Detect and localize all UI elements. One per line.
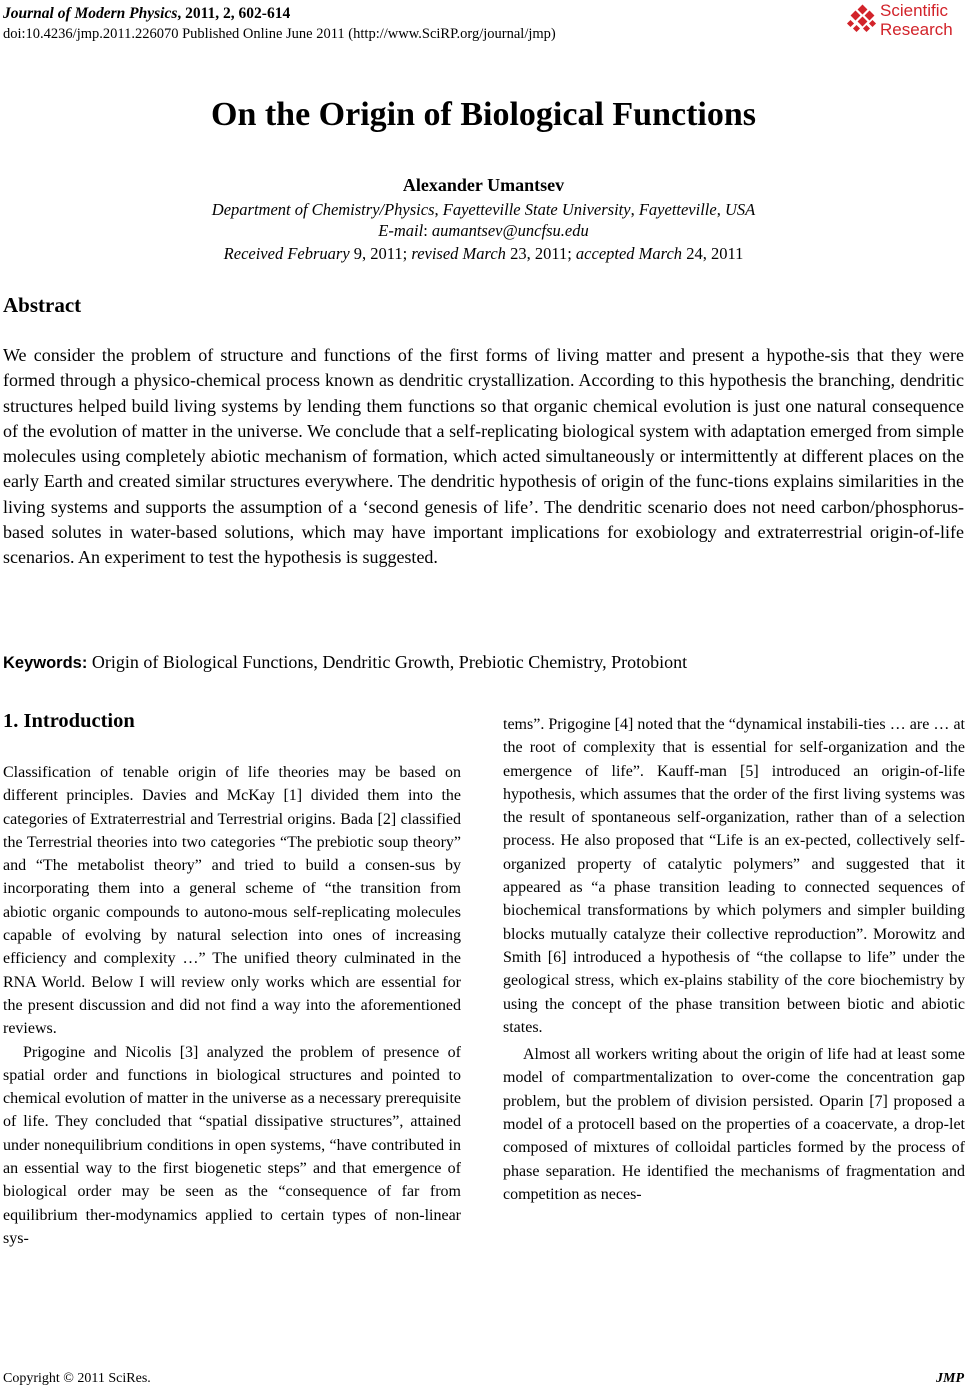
affiliation-dept: Department of Chemistry/Physics — [211, 200, 435, 219]
section-heading-introduction: 1. Introduction — [3, 710, 135, 732]
doi-line[interactable]: doi:10.4236/jmp.2011.226070 Published Online June 2011 (http://www.SciRP.org/journal/jmp) — [3, 26, 556, 42]
keywords-line — [3, 650, 687, 675]
affiliation-country: USA — [724, 200, 756, 219]
logo-wordmark — [880, 1, 953, 39]
journal-volume: , 2011, 2, 602-614 — [177, 5, 291, 22]
publisher-logo — [848, 2, 966, 40]
keywords-text: Origin of Biological Functions, Dendritic Growth, Prebiotic Chemistry, Protobiont — [87, 652, 688, 672]
received-value: 9, 2011; — [349, 244, 412, 263]
diamond-grid-logo-icon — [848, 6, 878, 36]
revised-value: 23, 2011; — [505, 244, 576, 263]
body-column-left — [3, 761, 461, 1250]
paragraph: tems”. Prigogine [4] noted that the “dynamical instabili-ties … are … at the root of complexity that is essential for self-organization and the emergence of life”. Kauff-man [5] introduced an origin-of-life hypothesis, which assumes that the order of the first living systems was the result of spontaneous self-organization, rather than of a selection process. He also proposed that “Life is an ex-pected, collectively self-organized property of catalytic polymers” and suggested that it appeared as “a phase transition leading to connected sequences of biochemical transformations by which polymers and simpler building blocks mutually catalyze their collective reproduction”. Morowitz and Smith [6] introduced a hypothesis of “the collapse to life” under the geological stress, which ex-plains stability of the core biochemistry by using the concept of the phase transition between biotic and abiotic states. — [503, 716, 965, 1036]
revised-label: revised March — [411, 244, 506, 263]
journal-abbreviation: JMP — [936, 1371, 964, 1386]
abstract-heading: Abstract — [3, 293, 82, 317]
accepted-label: accepted March — [575, 244, 683, 263]
author-affiliation: Department of Chemistry/Physics, Fayetteville State University, Fayetteville, USA — [211, 200, 756, 219]
affiliation-university: Fayetteville State University — [442, 200, 631, 219]
article-dates — [0, 243, 967, 264]
body-column-right — [503, 713, 965, 1206]
keywords-label: Keywords: — [3, 654, 88, 672]
paragraph: Almost all workers writing about the origin of life had at least some model of compartmentalization to over-come the concentration gap problem, but the problem of division persisted. Oparin [7] proposed a model of a protocell based on the properties of a coacervate, a drop-let composed of mixtures of colloidal particles formed by the process of phase separation. He identified the mechanisms of fragmentation and competition as neces- — [503, 1046, 965, 1203]
abstract-text: We consider the problem of structure and functions of the first forms of living matter and present a hypothe-sis that they were formed through a physico-chemical process known as dendritic crystallization. According to this hypothesis the branching, dendritic structures helped build living systems by lending them functions so that organic chemical evolution is just one natural consequence of the evolution of matter in the universe. We conclude that a self-replicating biological system with adaptation emerged from simple molecules using completely abiotic mechanism of formation, which acted simultaneously or intermittently at different places on the early Earth and created similar structures everywhere. The dendritic hypothesis of origin of the func-tions explains similarities in the living systems and supports the assumption of a ‘second genesis of life’. The dendritic scenario does not need carbon/phosphorus-based solutes in water-based solutions, which may have important implications for exobiology and extraterrestrial origin-of-life scenarios. An experiment to test the hypothesis is suggested. — [3, 345, 964, 568]
copyright-notice: Copyright © 2011 SciRes. — [3, 1371, 151, 1386]
journal-name: Journal of Modern Physics — [3, 5, 178, 22]
affiliation-city: Fayetteville — [638, 200, 717, 219]
author-email: E-mail: aumantsev@uncfsu.edu — [378, 221, 589, 240]
author-name: Alexander Umantsev — [402, 175, 565, 195]
article-title: On the Origin of Biological Functions — [211, 96, 756, 133]
journal-header — [3, 4, 556, 44]
paragraph: Prigogine and Nicolis [3] analyzed the problem of presence of spatial order and functions in biological structures and pointed to chemical evolution of matter in the universe as a necessary prerequisite of life. They concluded that “spatial dissipative structures”, attained under nonequilibrium conditions in open systems, “have contributed in an essential way to the first biogenetic steps” and that emergence of biological order may be seen as the “consequence of far from equilibrium ther-modynamics applied to certain types of non-linear sys- — [3, 1043, 461, 1247]
email-address[interactable]: aumantsev@uncfsu.edu — [431, 221, 589, 240]
accepted-value: 24, 2011 — [682, 244, 744, 263]
logo-line2: Research — [880, 20, 953, 39]
received-label: Received February — [223, 244, 350, 263]
paragraph: Classification of tenable origin of life theories may be based on different principles. Davies and McKay [1] divided them into the categories of Extraterrestrial and Terrestrial origins. Bada [2] classified the Terrestrial theories into two categories “The prebiotic soup theory” and “The metabolist theory” and tried to build a consen-sus by incorporating them into a general scheme of “the transition from abiotic organic compounds to autono-mous self-replicating molecules capable of evolving by natural selection into ones of increasing efficiency and complexity …” The unified theory culminated in the RNA World. Below I will review only works which are essential for the present discussion and did not find a way into the aforementioned reviews. — [3, 764, 461, 1038]
email-label: E-mail — [378, 221, 424, 240]
logo-line1: Scientific — [880, 1, 949, 20]
